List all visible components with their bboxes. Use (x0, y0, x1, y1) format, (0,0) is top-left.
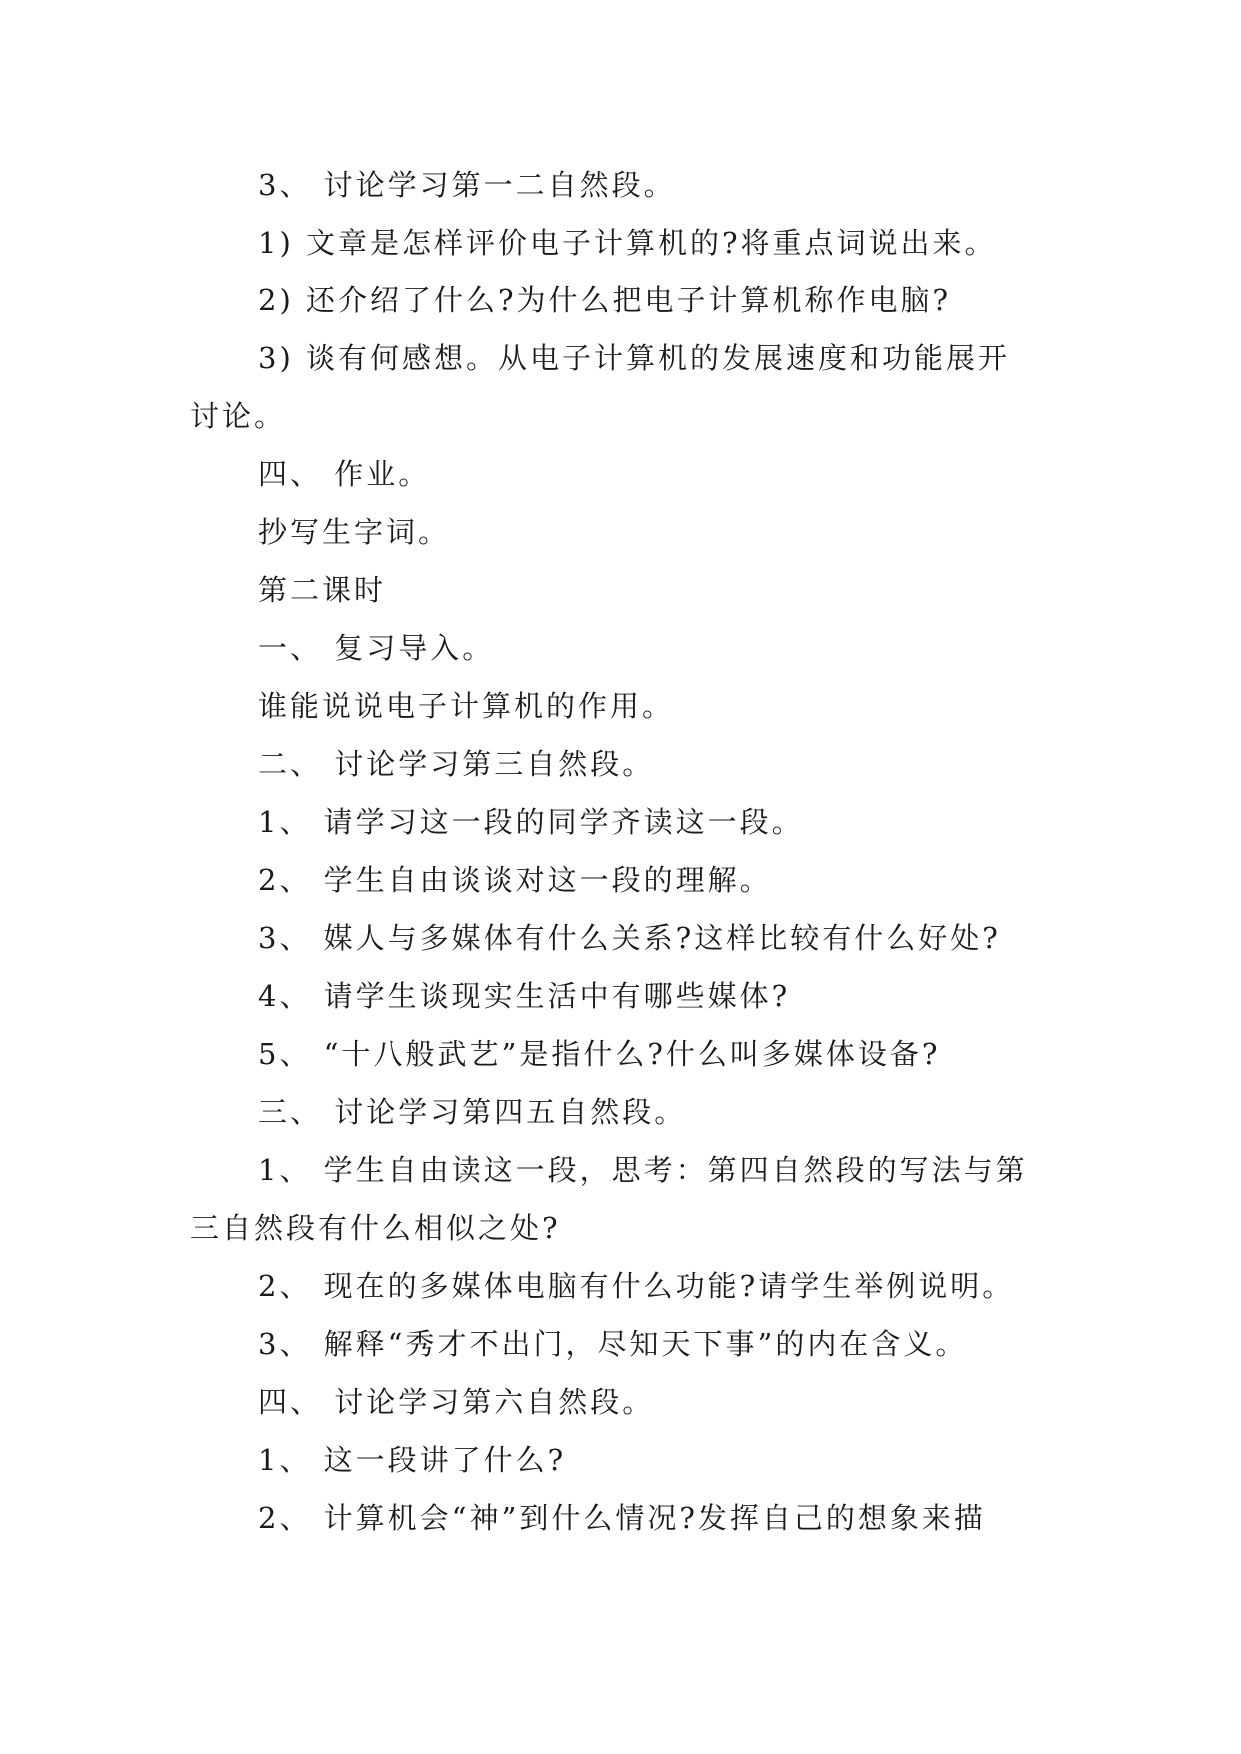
paragraph-line: 三、 讨论学习第四五自然段。 (258, 1095, 687, 1129)
paragraph-line: 4、 请学生谈现实生活中有哪些媒体? (258, 979, 791, 1013)
paragraph-line: 1、 这一段讲了什么? (258, 1443, 567, 1477)
paragraph-line: 3、 讨论学习第一二自然段。 (258, 168, 676, 202)
paragraph-line: 1、 请学习这一段的同学齐读这一段。 (258, 805, 804, 839)
section-title: 第二课时 (258, 573, 387, 607)
paragraph-line: 3) 谈有何感想。从电子计算机的发展速度和功能展开 (258, 341, 1010, 375)
paragraph-line: 2、 学生自由谈谈对这一段的理解。 (258, 863, 772, 897)
paragraph-line: 四、 讨论学习第六自然段。 (258, 1385, 655, 1419)
paragraph-line: 2、 计算机会“神”到什么情况?发挥自己的想象来描 (258, 1501, 986, 1535)
paragraph-line: 1、 学生自由读这一段，思考：第四自然段的写法与第 (258, 1153, 1028, 1187)
paragraph-line: 二、 讨论学习第三自然段。 (258, 747, 655, 781)
paragraph-line: 2) 还介绍了什么?为什么把电子计算机称作电脑? (258, 283, 952, 317)
paragraph-line: 2、 现在的多媒体电脑有什么功能?请学生举例说明。 (258, 1269, 1015, 1303)
paragraph-line: 1) 文章是怎样评价电子计算机的?将重点词说出来。 (258, 226, 997, 260)
paragraph-line: 抄写生字词。 (258, 515, 451, 549)
paragraph-line: 3、 媒人与多媒体有什么关系?这样比较有什么好处? (258, 921, 1001, 955)
paragraph-line: 5、 “十八般武艺”是指什么?什么叫多媒体设备? (258, 1037, 941, 1071)
paragraph-line: 谁能说说电子计算机的作用。 (258, 689, 675, 723)
paragraph-line: 三自然段有什么相似之处? (190, 1211, 561, 1245)
paragraph-line: 一、 复习导入。 (258, 631, 495, 665)
paragraph-line: 3、 解释“秀才不出门，尽知天下事”的内在含义。 (258, 1327, 968, 1361)
paragraph-line: 四、 作业。 (258, 457, 431, 491)
paragraph-line: 讨论。 (190, 399, 287, 433)
